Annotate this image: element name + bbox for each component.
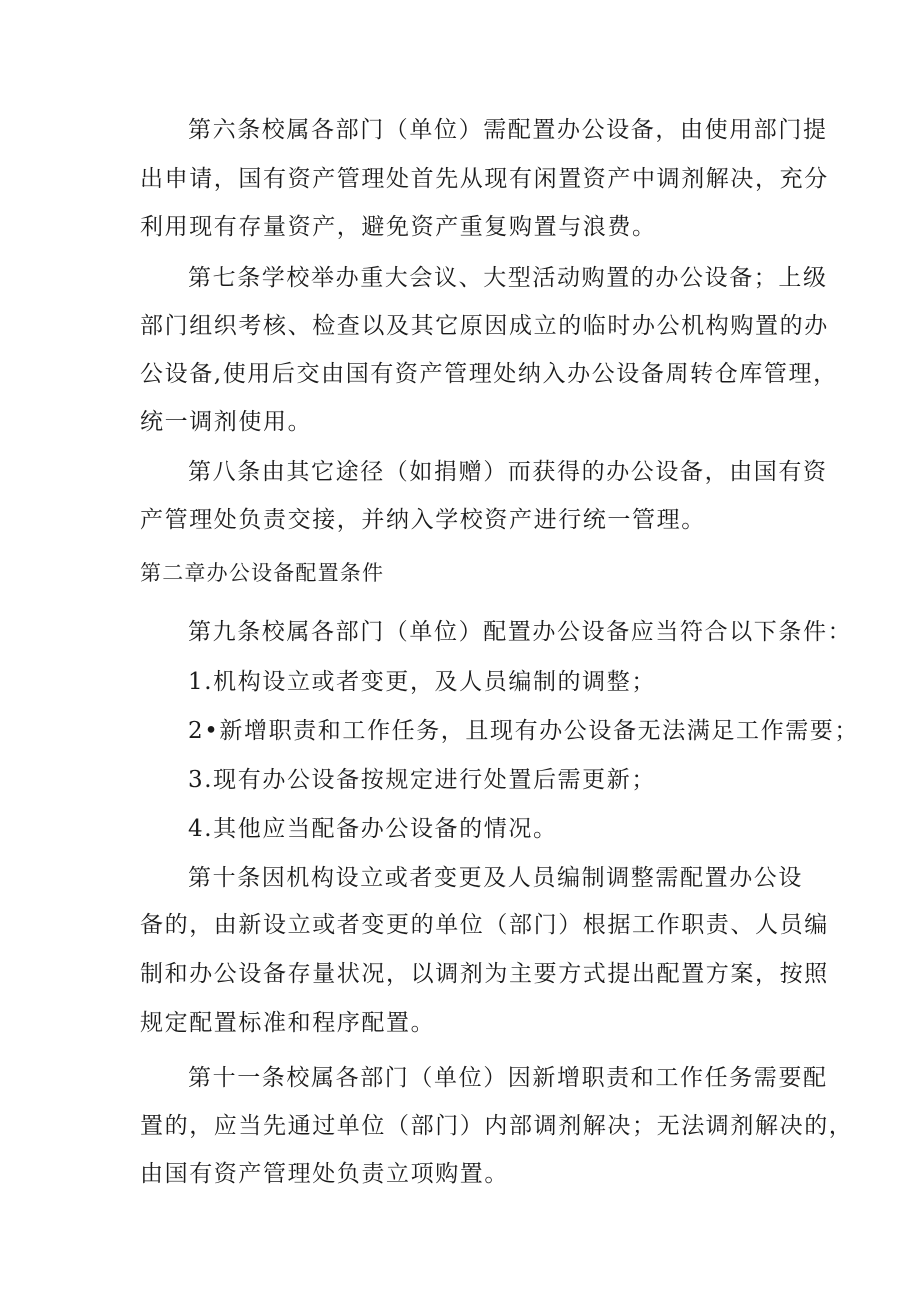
article-6-line-1: 第六条校属各部门（单位）需配置办公设备，由使用部门提 bbox=[188, 117, 828, 143]
article-8-line-2: 产管理处负责交接，并纳入学校资产进行统一管理。 bbox=[140, 507, 706, 533]
article-11-line-2: 置的，应当先通过单位（部门）内部调剂解决；无法调剂解决的， bbox=[140, 1113, 854, 1139]
article-11-line-1: 第十一条校属各部门（单位）因新增职责和工作任务需要配 bbox=[188, 1065, 828, 1091]
article-7-line-4: 统一调剂使用。 bbox=[140, 409, 313, 435]
article-9-intro: 第九条校属各部门（单位）配置办公设备应当符合以下条件： bbox=[188, 619, 853, 645]
article-10-line-1: 第十条因机构设立或者变更及人员编制调整需配置办公设 bbox=[188, 865, 803, 891]
article-6-line-3: 利用现有存量资产，避免资产重复购置与浪费。 bbox=[140, 214, 657, 240]
article-7-line-1: 第七条学校举办重大会议、大型活动购置的办公设备；上级 bbox=[188, 265, 828, 291]
article-7-line-2: 部门组织考核、检查以及其它原因成立的临时办公机构购置的办 bbox=[140, 313, 829, 339]
article-10-line-4: 规定配置标准和程序配置。 bbox=[140, 1010, 436, 1036]
article-9-item-1: 1.机构设立或者变更，及人员编制的调整； bbox=[188, 669, 656, 695]
article-10-line-3: 制和办公设备存量状况，以调剂为主要方式提出配置方案，按照 bbox=[140, 961, 829, 987]
chapter-heading: 第二章办公设备配置条件 bbox=[140, 561, 385, 585]
article-9-item-4: 4.其他应当配备办公设备的情况。 bbox=[188, 816, 558, 842]
article-10-line-2: 备的，由新设立或者变更的单位（部门）根据工作职责、人员编 bbox=[140, 912, 829, 938]
article-6-line-2: 出申请，国有资产管理处首先从现有闲置资产中调剂解决，充分 bbox=[140, 166, 829, 192]
article-11-line-3: 由国有资产管理处负责立项购置。 bbox=[140, 1161, 509, 1187]
article-7-line-3: 公设备,使用后交由国有资产管理处纳入办公设备周转仓库管理， bbox=[140, 361, 838, 387]
article-9-item-3: 3.现有办公设备按规定进行处置后需更新； bbox=[188, 767, 656, 793]
article-9-item-2: 2•新增职责和工作任务，且现有办公设备无法满足工作需要； bbox=[188, 718, 859, 744]
article-8-line-1: 第八条由其它途径（如捐赠）而获得的办公设备，由国有资 bbox=[188, 459, 828, 485]
